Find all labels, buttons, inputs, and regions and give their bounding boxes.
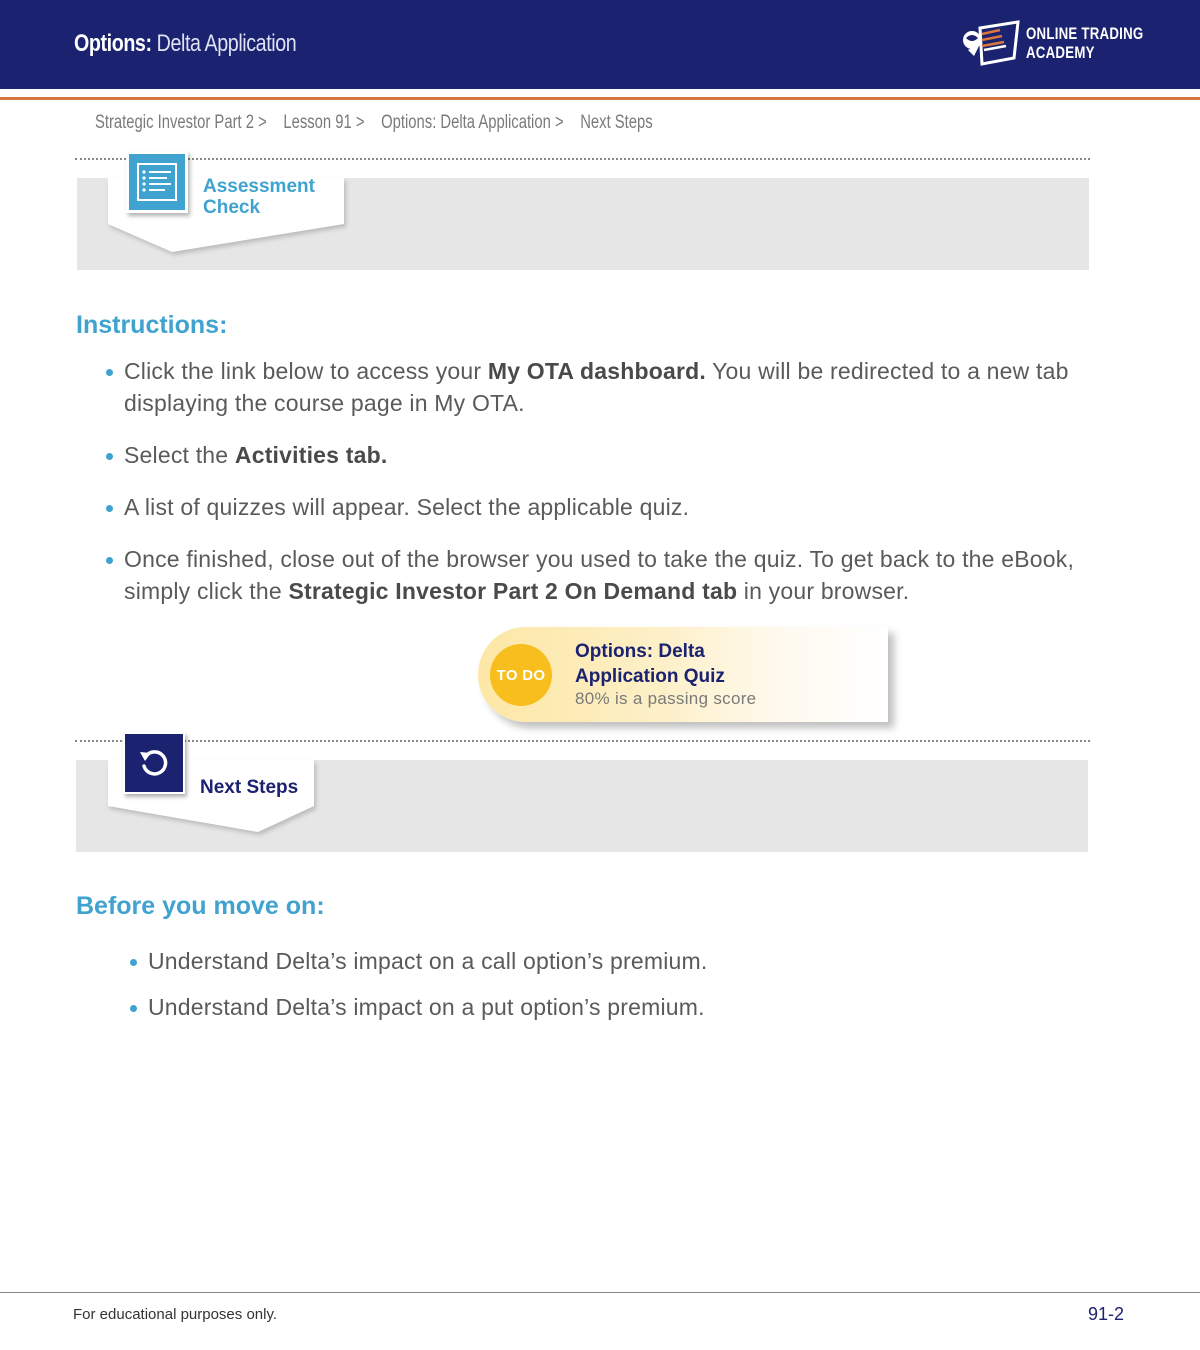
list-item: Understand Delta’s impact on a call option’s premium. <box>148 945 1048 977</box>
title-light: Delta Application <box>156 30 297 57</box>
section-divider <box>75 158 1090 160</box>
checklist-icon <box>126 151 188 213</box>
title-strong: Options: <box>74 30 152 57</box>
quiz-title-line-2: Application Quiz <box>575 666 725 687</box>
header-accent-rule <box>0 97 1200 100</box>
assessment-label <box>203 176 315 218</box>
page-number: 91-2 <box>1088 1304 1125 1324</box>
list-item: Understand Delta’s impact on a put option’s premium. <box>148 991 1048 1023</box>
before-move-on-heading: Before you move on: <box>76 892 325 920</box>
instructions-list <box>124 355 1084 627</box>
logo-line-1: ONLINE TRADING <box>1026 24 1144 43</box>
list-item: Click the link below to access your My OTA dashboard. You will be redirected to a new tab displaying the course page in My OTA. <box>124 355 1084 419</box>
breadcrumb-item[interactable]: Lesson 91 > <box>283 112 365 133</box>
list-item: A list of quizzes will appear. Select the applicable quiz. <box>124 491 1084 523</box>
page-title <box>74 30 296 58</box>
logo-text <box>1026 24 1143 62</box>
section-divider <box>75 740 1090 742</box>
breadcrumb-item[interactable]: Strategic Investor Part 2 > <box>95 112 267 133</box>
page-header <box>0 0 1200 89</box>
next-steps-label: Next Steps <box>200 777 299 798</box>
assessment-label-line-1: Assessment <box>203 176 315 197</box>
list-item: Select the Activities tab. <box>124 439 1084 471</box>
passing-score-text: 80% is a passing score <box>575 689 757 708</box>
todo-badge: TO DO <box>490 644 552 706</box>
instructions-heading: Instructions: <box>76 311 228 339</box>
quiz-todo-card[interactable] <box>478 627 888 722</box>
breadcrumb-item[interactable]: Next Steps <box>580 112 653 133</box>
footer-rule <box>0 1292 1200 1293</box>
book-logo-icon <box>960 20 1022 68</box>
breadcrumb <box>95 112 665 134</box>
footer-disclaimer: For educational purposes only. <box>73 1306 278 1323</box>
refresh-icon <box>123 732 185 794</box>
logo-line-2: ACADEMY <box>1026 43 1095 62</box>
objectives-list <box>148 945 1048 1037</box>
ota-logo <box>960 20 1144 70</box>
list-item: Once finished, close out of the browser you used to take the quiz. To get back to the eBook, simply click the Strategic Investor Part 2 On Demand tab in your browser. <box>124 543 1084 607</box>
breadcrumb-item[interactable]: Options: Delta Application > <box>381 112 564 133</box>
quiz-title[interactable] <box>575 639 725 689</box>
assessment-label-line-2: Check <box>203 197 261 218</box>
quiz-title-line-1: Options: Delta <box>575 641 705 662</box>
